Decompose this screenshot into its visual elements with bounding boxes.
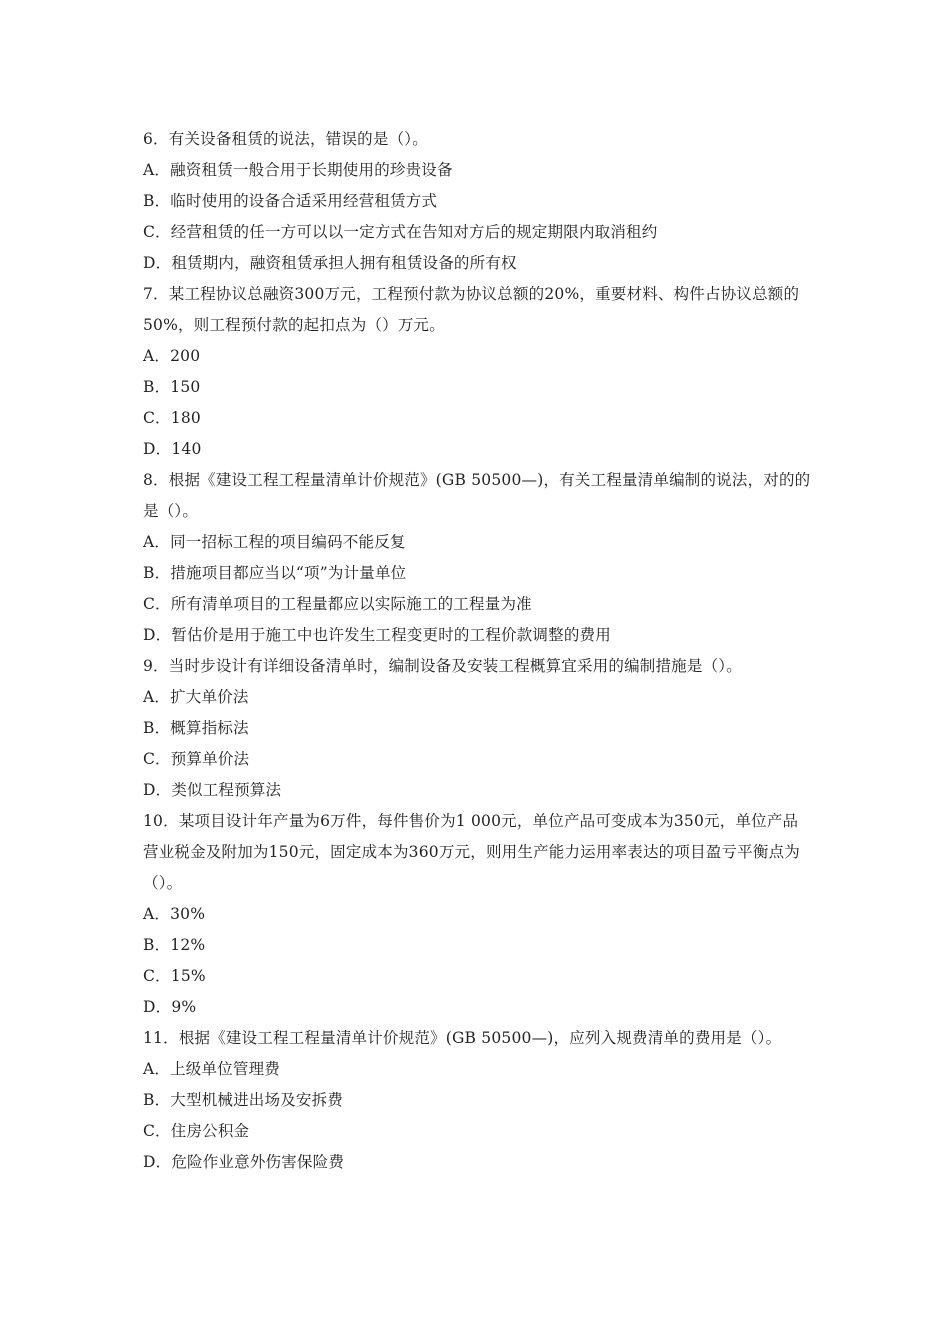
option-b: B．措施项目都应当以“项”为计量单位 <box>143 564 407 582</box>
option-a: A．同一招标工程的项目编码不能反复 <box>143 533 406 551</box>
option-b: B．150 <box>143 378 201 396</box>
question-stem: 9．当时步设计有详细设备清单时，编制设备及安装工程概算宜采用的编制措施是（）。 <box>143 657 742 675</box>
option-d: D．危险作业意外伤害保险费 <box>143 1153 345 1171</box>
option-a: A．扩大单价法 <box>143 688 249 706</box>
option-a: A．融资租赁一般合用于长期使用的珍贵设备 <box>143 161 453 179</box>
option-c: C．住房公积金 <box>143 1122 250 1140</box>
option-d: D．租赁期内，融资租赁承担人拥有租赁设备的所有权 <box>143 254 517 272</box>
option-a: A．200 <box>143 347 201 365</box>
option-d: D．140 <box>143 440 202 458</box>
option-d: D．类似工程预算法 <box>143 781 282 799</box>
option-c: C．经营租赁的任一方可以以一定方式在告知对方后的规定期限内取消租约 <box>143 223 658 241</box>
option-c: C．180 <box>143 409 201 427</box>
question-stem: 10．某项目设计年产量为6万件，每件售价为1 000元，单位产品可变成本为350元，单位产品营业税金及附加为150元，固定成本为360万元，则用生产能力运用率表达的项目盈亏平衡点为（）。 <box>143 812 800 892</box>
option-b: B．临时使用的设备合适采用经营租赁方式 <box>143 192 438 210</box>
option-b: B．12% <box>143 936 206 954</box>
question-stem: 7．某工程协议总融资300万元，工程预付款为协议总额的20%，重要材料、构件占协议总额的50%，则工程预付款的起扣点为（）万元。 <box>143 285 800 334</box>
option-c: C．预算单价法 <box>143 750 250 768</box>
option-b: B．概算指标法 <box>143 719 249 737</box>
question-stem: 6．有关设备租赁的说法，错误的是（）。 <box>143 130 428 148</box>
question-stem: 11．根据《建设工程工程量清单计价规范》(GB 50500—)，应列入规费清单的费用是（）。 <box>143 1029 782 1047</box>
option-d: D．暂估价是用于施工中也许发生工程变更时的工程价款调整的费用 <box>143 626 611 644</box>
option-c: C．15% <box>143 967 206 985</box>
option-a: A．上级单位管理费 <box>143 1060 280 1078</box>
option-a: A．30% <box>143 905 206 923</box>
option-c: C．所有清单项目的工程量都应以实际施工的工程量为准 <box>143 595 532 613</box>
document-page <box>143 124 813 1178</box>
option-d: D．9% <box>143 998 197 1016</box>
question-stem: 8．根据《建设工程工程量清单计价规范》(GB 50500—)，有关工程量清单编制的说法，对的的是（）。 <box>143 471 811 520</box>
option-b: B．大型机械进出场及安拆费 <box>143 1091 343 1109</box>
